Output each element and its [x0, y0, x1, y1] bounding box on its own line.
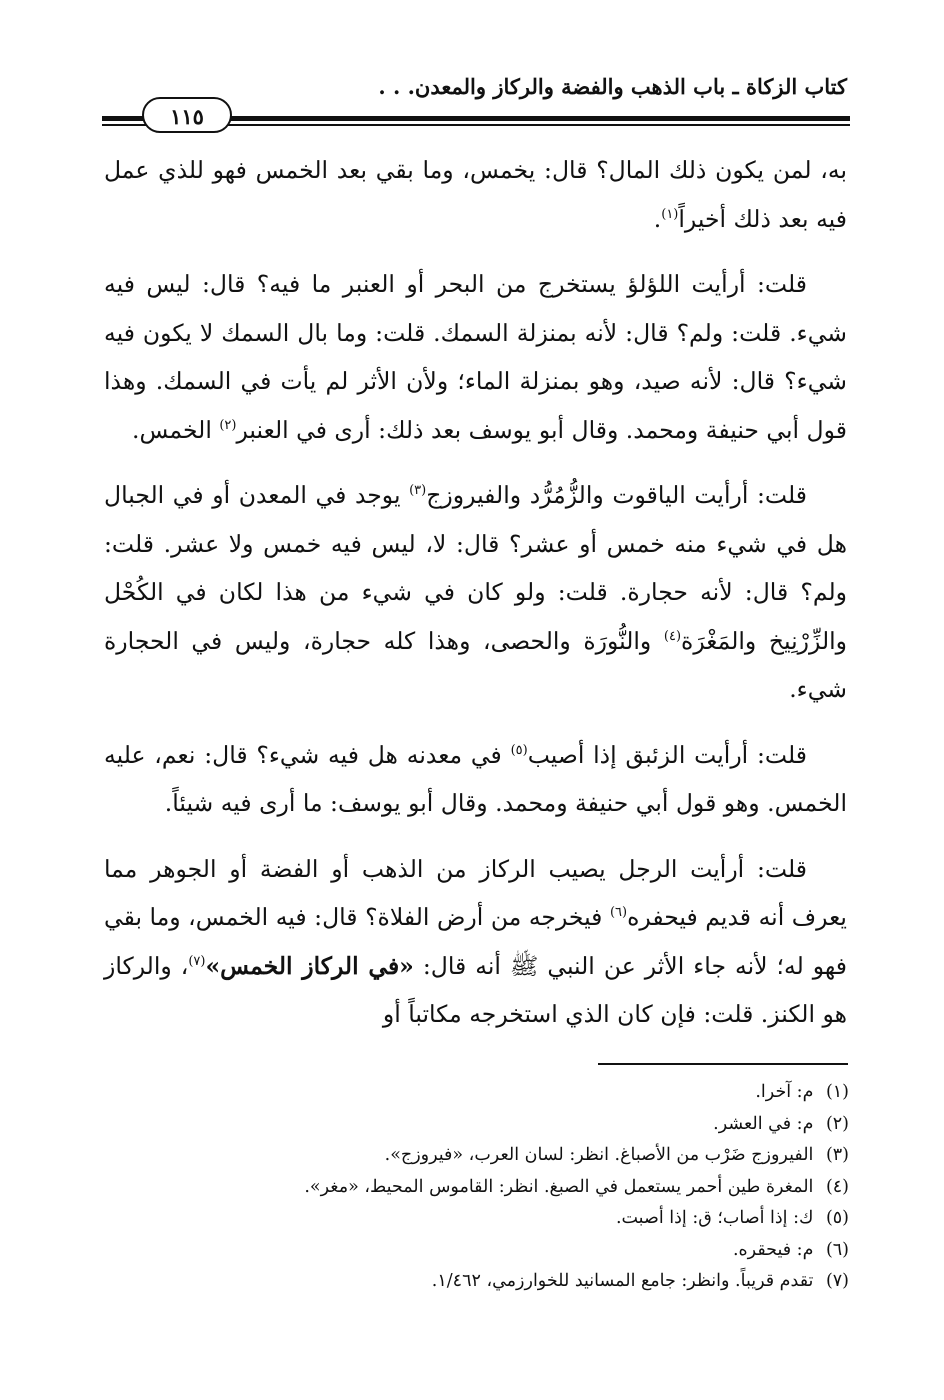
paragraph-2 — [104, 260, 847, 454]
footnote-item — [104, 1203, 849, 1235]
footnote-item — [104, 1140, 849, 1172]
footnote-item — [104, 1109, 849, 1141]
footnote-item — [104, 1235, 849, 1267]
footnote-number: (٣) — [825, 1145, 849, 1165]
paragraph-1-text: به، لمن يكون ذلك المال؟ قال: يخمس، وما بقي بعد الخمس فهو للذي عمل فيه بعد ذلك أخيراً — [104, 156, 847, 233]
footnote-text: تقدم قريباً. وانظر: جامع المسانيد للخوارزمي، ١/٤٦٢. — [431, 1271, 814, 1291]
footnotes — [104, 1077, 849, 1298]
paragraph-3-text-b: يوجد في المعدن أو في الجبال هل في شيء منه خمس أو عشر؟ قال: لا، ليس فيه خمس ولا عشر. قلت: ولم؟ قال: لأنه حجارة. قلت: ولو كان في شيء من هذا لكان في الكُحْل والزِّرْنِيخ والمَغْرَة — [104, 481, 847, 655]
footnote-text: المغرة طين أحمر يستعمل في الصبغ. انظر: القاموس المحيط، «مغر». — [304, 1176, 814, 1197]
footnote-item — [104, 1077, 849, 1109]
footnote-text: الفيروزج ضَرْب من الأصباغ. انظر: لسان العرب، «فيروزج». — [384, 1145, 814, 1165]
paragraph-1-end: . — [653, 204, 662, 233]
footnote-ref-2: (٢) — [219, 417, 237, 433]
paragraph-5 — [104, 845, 847, 1039]
footnote-number: (٧) — [825, 1271, 849, 1291]
paragraph-5-text-a: قلت: أرأيت الرجل يصيب الركاز من الذهب أو الفضة أو الجوهر مما يعرف أنه قديم فيحفره — [104, 854, 847, 931]
paragraph-2-text-b: الخمس. — [131, 415, 220, 444]
hadith-quote: «في الركاز الخمس» — [205, 951, 414, 980]
footnote-number: (٤) — [825, 1176, 849, 1197]
footnote-number: (٥) — [825, 1208, 849, 1228]
footnote-text: م: فيحقره. — [732, 1239, 814, 1260]
main-text — [104, 146, 847, 1039]
footnote-item — [104, 1172, 849, 1204]
footnote-ref-7: (٧) — [188, 953, 206, 969]
footnote-separator — [598, 1063, 848, 1065]
paragraph-4 — [104, 731, 847, 828]
paragraph-5-text-c: ، والركاز هو الكنز. قلت: فإن كان الذي استخرجه مكاتباً أو — [104, 951, 847, 1028]
paragraph-3 — [104, 471, 847, 714]
running-header-title: كتاب الزكاة ـ باب الذهب والفضة والركاز والمعدن. . . — [378, 74, 847, 99]
footnote-number: (١) — [825, 1082, 849, 1102]
footnote-ref-5: (٥) — [510, 742, 528, 758]
paragraph-3-text-a: قلت: أرأيت الياقوت والزُّمُرُّد والفيروزج — [426, 481, 807, 509]
paragraph-4-text-a: قلت: أرأيت الزئبق إذا أصيب — [527, 740, 808, 769]
footnote-text: ك: إذا أصاب؛ ق: إذا أصبت. — [615, 1208, 814, 1228]
paragraph-2-text-a: قلت: أرأيت اللؤلؤ يستخرج من البحر أو العنبر ما فيه؟ قال: ليس فيه شيء. قلت: ولم؟ قال: لأنه بمنزلة السمك. قلت: وما بال السمك لا يكون فيه شيء؟ قال: لأنه صيد، وهو بمنزلة الماء؛ ولأن الأثر لم يأت في السمك. وهذا قول أبي حنيفة ومحمد. وقال أبو يوسف بعد ذلك: أرى في العنبر — [104, 270, 847, 444]
footnote-ref-3: (٣) — [409, 483, 427, 499]
footnote-ref-4: (٤) — [663, 628, 682, 644]
footnote-ref-6: (٦) — [609, 905, 628, 921]
paragraph-1 — [104, 146, 847, 243]
footnote-text: م: في العشر. — [713, 1113, 814, 1134]
footnote-ref-1: (١) — [661, 206, 679, 222]
paragraph-3-text-c: والنُّورَة والحصى، وهذا كله حجارة، وليس في الحجارة شيء. — [104, 626, 847, 703]
page-number: ١١٥ — [142, 97, 232, 133]
paragraph-5-text-b: فيخرجه من أرض الفلاة؟ قال: فيه الخمس، وما بقي فهو له؛ لأنه جاء الأثر عن النبي ﷺ أنه قال: — [104, 903, 847, 980]
footnote-number: (٦) — [825, 1239, 849, 1260]
footnote-number: (٢) — [825, 1113, 849, 1134]
footnote-item — [104, 1266, 849, 1298]
footnote-text: م: آخرا. — [755, 1082, 814, 1102]
paragraph-4-text-b: في معدنه هل فيه شيء؟ قال: نعم، عليه الخمس. وهو قول أبي حنيفة ومحمد. وقال أبو يوسف: ما أرى فيه شيئاً. — [104, 740, 847, 817]
